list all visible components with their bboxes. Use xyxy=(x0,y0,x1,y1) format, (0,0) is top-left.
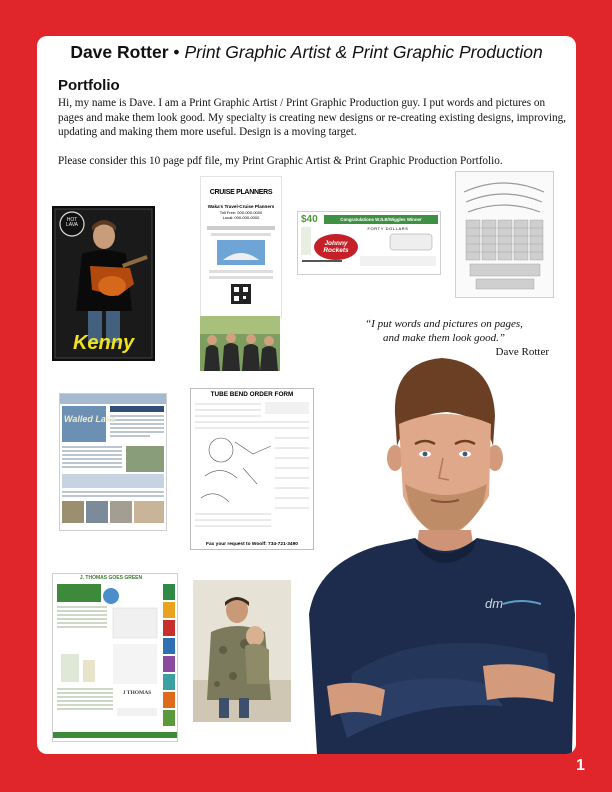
author-name: Dave Rotter xyxy=(70,42,169,62)
header-separator: • xyxy=(173,42,180,62)
cruise-planners-sample xyxy=(200,176,282,318)
newsletter-sample xyxy=(59,393,167,531)
quote-line-1: “I put words and pictures on pages, xyxy=(365,318,523,330)
portfolio-page xyxy=(37,36,576,754)
cruise-agency: Waka's Travel-Cruise Planners xyxy=(207,204,275,209)
svg-text:dm: dm xyxy=(485,596,504,611)
group-photo-sample xyxy=(200,316,280,371)
author-role: Print Graphic Artist & Print Graphic Production xyxy=(184,42,543,62)
intro-text xyxy=(58,96,568,169)
green-flyer-sample xyxy=(52,573,178,742)
cruise-toll-free: Toll Free: 000-000-0000 xyxy=(219,210,263,215)
newsletter-title: Walled Lake xyxy=(64,414,116,424)
page-header xyxy=(37,42,576,63)
coupon-sub: FORTY DOLLARS xyxy=(367,226,409,231)
soldier-photo-sample xyxy=(193,580,291,722)
kenny-poster-text xyxy=(52,206,155,361)
kenny-badge: HOT LAVA xyxy=(65,217,79,228)
coupon-headline: Congratulations WJLB/Wiggles Winner xyxy=(324,215,438,224)
page-number: 1 xyxy=(576,757,585,774)
cruise-brand: CRUISE PLANNERS xyxy=(209,189,273,196)
kenny-name: Kenny xyxy=(72,332,135,354)
quote-block xyxy=(339,317,549,359)
order-form-footer: Fax your request to Woolf: 734-721-3490 xyxy=(206,542,298,547)
seating-chart-sample xyxy=(455,171,554,298)
quote-line-2: and make them look good.” xyxy=(383,332,505,344)
flyer-brand: J THOMAS xyxy=(122,690,152,696)
portfolio-title: Portfolio xyxy=(58,77,120,94)
dave-portrait xyxy=(307,354,576,754)
intro-paragraph-2: Please consider this 10 page pdf file, my Print Graphic Artist & Print Graphic Production Portfolio. xyxy=(58,155,503,168)
order-form-title: TUBE BEND ORDER FORM xyxy=(210,391,294,398)
order-form-sample xyxy=(190,388,314,550)
coupon-amount: $40 xyxy=(301,214,318,225)
coupon-brand: Johnny Rockets xyxy=(323,240,349,254)
cruise-local: Local: 000-000-0000 xyxy=(222,215,260,220)
coupon-sample xyxy=(297,211,441,275)
quote-author: Dave Rotter xyxy=(495,346,549,358)
flyer-title: J. THOMAS GOES GREEN xyxy=(79,575,143,581)
intro-paragraph-1: Hi, my name is Dave. I am a Print Graphic Artist / Print Graphic Production guy. I put words and pictures on pages and make them look good. My specialty is creating new designs or re-creating existing designs, improving, updating and making them more useful. Design is a moving target. xyxy=(58,97,566,139)
